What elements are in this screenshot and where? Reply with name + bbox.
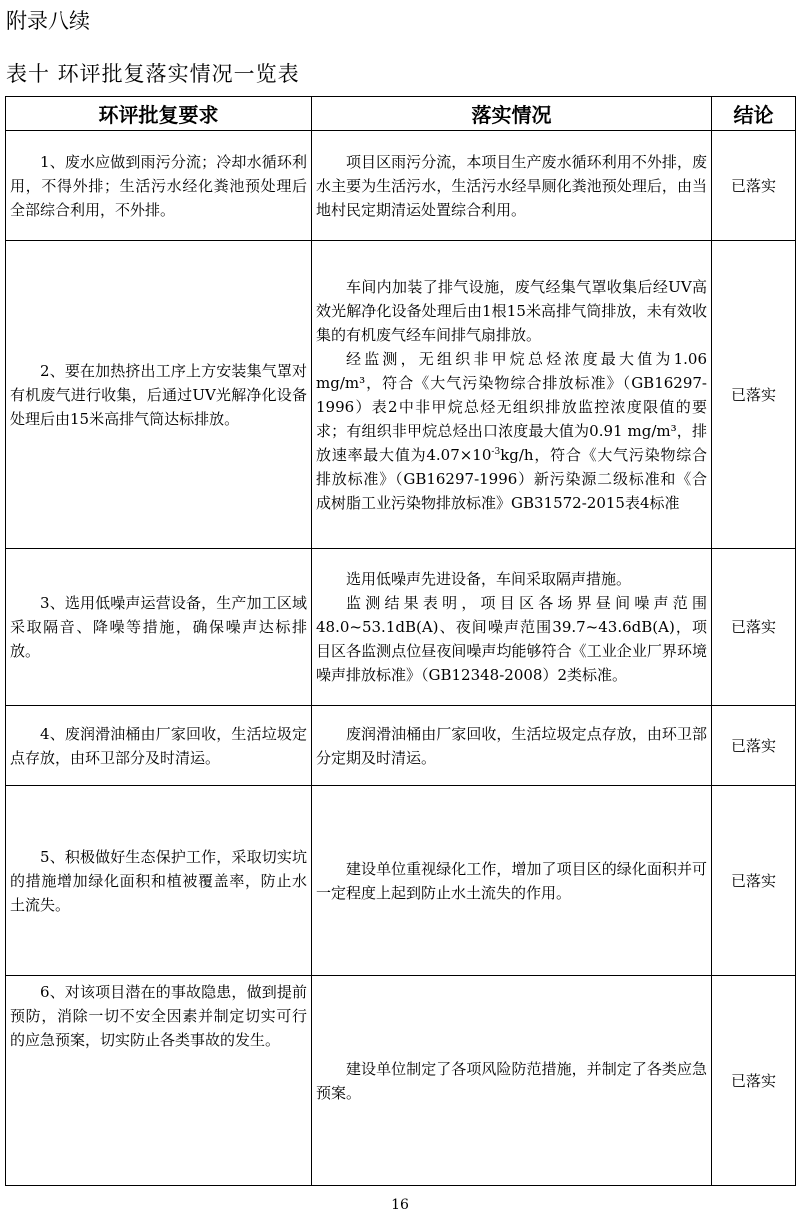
implementation-text: 选用低噪声先进设备，车间采取隔声措施。	[346, 570, 632, 588]
requirement-cell	[6, 131, 312, 241]
conclusion-cell: 已落实	[712, 706, 796, 786]
implementation-cell	[312, 786, 712, 976]
table-row	[6, 131, 796, 241]
requirement-cell	[6, 241, 312, 549]
implementation-text: 项目区雨污分流，本项目生产废水循环利用不外排，废水主要为生活污水，生活污水经旱厕化粪池预处理后，由当地村民定期清运处置综合利用。	[316, 152, 707, 219]
requirement-text: 4、废润滑油桶由厂家回收，生活垃圾定点存放，由环卫部分及时清运。	[10, 724, 307, 767]
implementation-cell	[312, 976, 712, 1186]
implementation-text: 建设单位制定了各项风险防范措施，并制定了各类应急预案。	[316, 1059, 707, 1102]
column-header-conclusion: 结论	[712, 97, 796, 131]
implementation-cell	[312, 241, 712, 549]
requirement-text: 5、积极做好生态保护工作，采取切实坑的措施增加绿化面积和植被覆盖率，防止水土流失。	[10, 847, 307, 914]
implementation-text: 经监测，无组织非甲烷总烃浓度最大值为1.06 mg/m³，符合《大气污染物综合排放标准》（GB16297-1996）表2中非甲烷总烃无组织排放监控浓度限值的要求；有组织非甲烷总烃出口浓度最大值为0.91 mg/m³，排放速率最大值为$4.07\times 10^{-3}kg/h$，符合《大气污染物综合排放标准》（GB16297-1996）新污染源二级标准和《合成树脂工业污染物排放标准》GB31572-2015表4标准	[316, 349, 707, 512]
appendix-title: 附录八续	[6, 9, 90, 33]
approval-table	[5, 96, 796, 1186]
implementation-cell	[312, 706, 712, 786]
conclusion-cell: 已落实	[712, 131, 796, 241]
requirement-text: 3、选用低噪声运营设备，生产加工区域采取隔音、降噪等措施，确保噪声达标排放。	[10, 594, 307, 660]
table-row	[6, 706, 796, 786]
requirement-text: 6、对该项目潜在的事故隐患，做到提前预防，消除一切不安全因素并制定切实可行的应急预案，切实防止各类事故的发生。	[10, 983, 307, 1049]
table-row	[6, 241, 796, 549]
requirement-cell	[6, 706, 312, 786]
conclusion-cell: 已落实	[712, 549, 796, 706]
conclusion-cell: 已落实	[712, 241, 796, 549]
column-header-implementation: 落实情况	[312, 97, 712, 131]
implementation-cell	[312, 131, 712, 241]
implementation-cell	[312, 549, 712, 706]
requirement-cell	[6, 976, 312, 1186]
table-row	[6, 786, 796, 976]
requirement-text: 2、要在加热挤出工序上方安装集气罩对有机废气进行收集，后通过UV光解净化设备处理后由15米高排气筒达标排放。	[10, 361, 307, 428]
implementation-text: 监测结果表明，项目区各场界昼间噪声范围48.0~53.1dB(A)、夜间噪声范围39.7~43.6dB(A)，项目区各监测点位昼夜间噪声均能够符合《工业企业厂界环境噪声排放标准》（GB12348-2008）2类标准。	[316, 594, 707, 684]
exponent-text: -3	[491, 446, 501, 457]
table-title: 表十 环评批复落实情况一览表	[6, 62, 300, 86]
conclusion-cell: 已落实	[712, 786, 796, 976]
table-row	[6, 976, 796, 1186]
column-header-requirement: 环评批复要求	[6, 97, 312, 131]
table-row	[6, 549, 796, 706]
implementation-text: 废润滑油桶由厂家回收，生活垃圾定点存放，由环卫部分定期及时清运。	[316, 724, 707, 767]
table-header-row	[6, 97, 796, 131]
implementation-text: 车间内加装了排气设施，废气经集气罩收集后经UV高效光解净化设备处理后由1根15米高排气筒排放，未有效收集的有机废气经车间排气扇排放。	[316, 277, 707, 344]
implementation-text: 建设单位重视绿化工作，增加了项目区的绿化面积并可一定程度上起到防止水土流失的作用。	[316, 859, 707, 902]
conclusion-cell: 已落实	[712, 976, 796, 1186]
requirement-text: 1、废水应做到雨污分流；冷却水循环利用，不得外排；生活污水经化粪池预处理后全部综合利用，不外排。	[10, 152, 307, 219]
requirement-cell	[6, 786, 312, 976]
requirement-cell	[6, 549, 312, 706]
page-number: 16	[391, 1197, 409, 1213]
